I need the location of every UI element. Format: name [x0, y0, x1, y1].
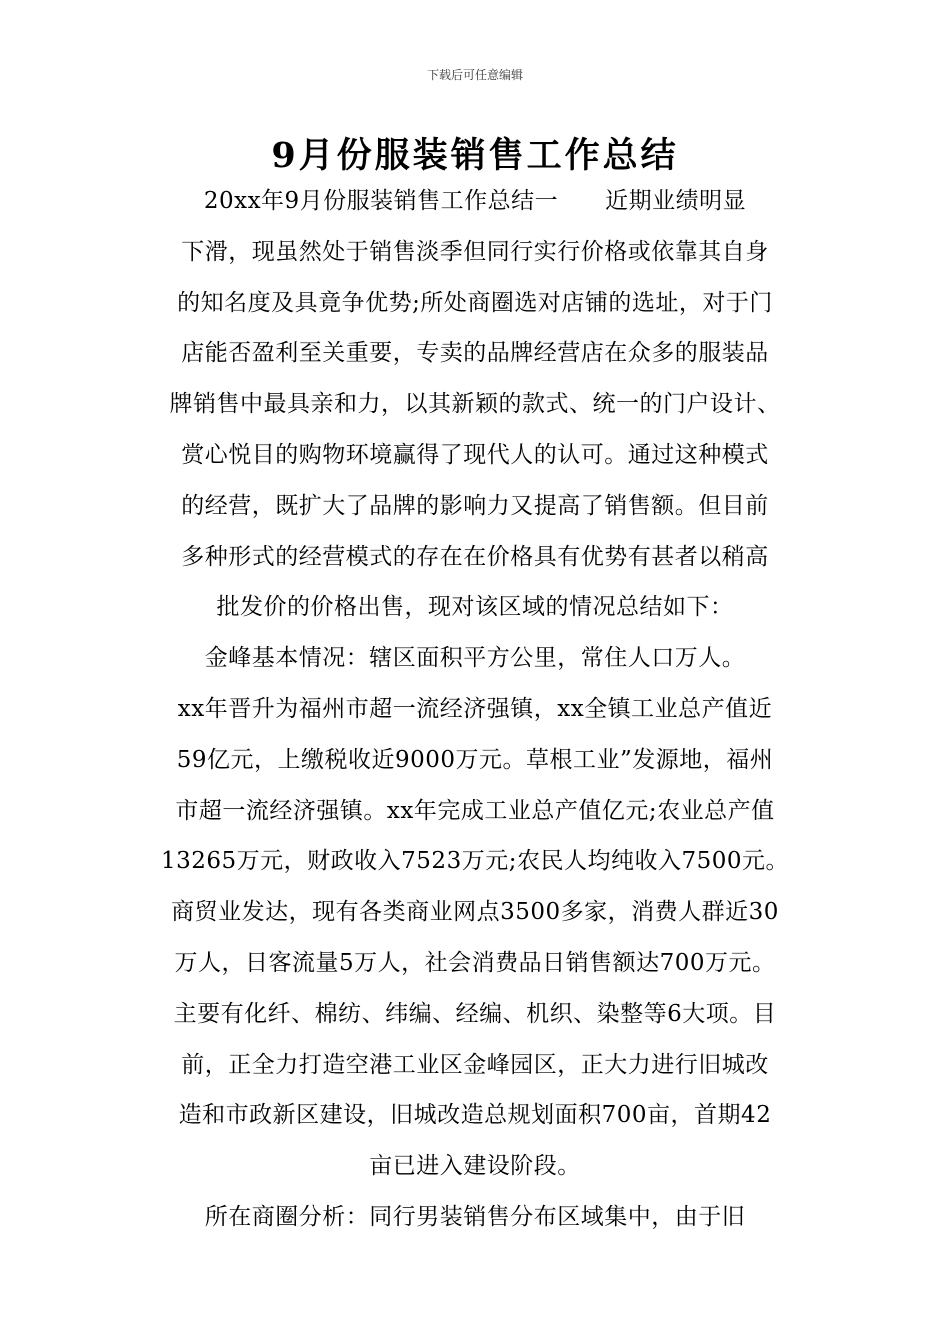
text-line: 市超一流经济强镇。xx年完成工业总产值亿元;农业总产值	[175, 797, 775, 824]
text-line: xx年晋升为福州市超一流经济强镇，xx全镇工业总产值近	[177, 695, 773, 722]
text-line: 的知名度及具竟争优势;所处商圈选对店铺的选址，对于门	[177, 289, 773, 316]
text-line: 金峰基本情况：辖区面积平方公里，常住人口万人。	[204, 645, 746, 672]
text-line: 20xx年9月份服装销售工作总结一 近期业绩明显	[203, 188, 747, 214]
text-line: 多种形式的经营模式的存在在价格具有优势有甚者以稍高	[181, 543, 769, 570]
text-line: 前，正全力打造空港工业区金峰园区，正大力进行旧城改	[181, 1051, 769, 1078]
text-line: 牌销售中最具亲和力，以其新颖的款式、统一的门户设计、	[169, 391, 781, 418]
text-line: 造和市政新区建设，旧城改造总规划面积700亩，首期42	[178, 1102, 772, 1129]
body-text	[0, 176, 950, 1243]
document-title: 9月份服装销售工作总结	[271, 135, 679, 176]
text-line: 的经营，既扩大了品牌的影响力又提高了销售额。但目前	[181, 492, 769, 519]
text-line: 万人，日客流量5万人，社会消费品日销售额达700万元。	[174, 949, 776, 976]
text-line: 59亿元，上缴税收近9000万元。草根工业”发源地，福州	[176, 746, 774, 773]
text-line: 所在商圈分析：同行男装销售分布区域集中，由于旧	[204, 1203, 746, 1230]
text-line: 批发价的价格出售，现对该区域的情况总结如下：	[216, 594, 734, 621]
text-line: 商贸业发达，现有各类商业网点3500多家，消费人群近30	[171, 899, 779, 926]
text-line: 店能否盈利至关重要，专卖的品牌经营店在众多的服装品	[181, 340, 769, 367]
text-line: 主要有化纤、棉纺、纬编、经编、机织、染整等6大项。目	[173, 1000, 777, 1027]
text-line: 13265万元，财政收入7523万元;农民人均纯收入7500元。	[161, 848, 789, 875]
text-line: 赏心悦目的购物环境赢得了现代人的认可。通过这种模式	[181, 441, 769, 468]
page-header-note: 下载后可任意编辑	[426, 68, 523, 82]
text-line: 亩已进入建设阶段。	[369, 1153, 581, 1180]
text-line: 下滑，现虽然处于销售淡季但同行实行价格或依靠其自身	[181, 238, 769, 265]
